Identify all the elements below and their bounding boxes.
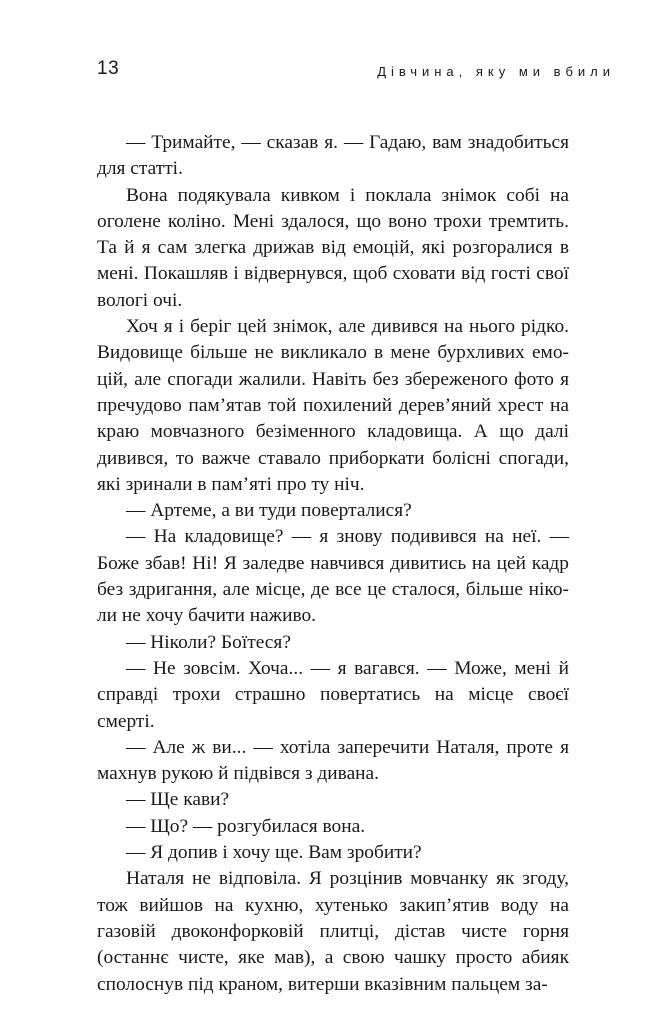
paragraph: — Ніколи? Боїтеся? [126, 631, 291, 653]
paragraph: Вона подякувала кивком і поклала знімок собі на оголене коліно. Мені здалося, що воно трохи тремтить. Та й я сам злегка дрижав від емоцій, які розгоралися в мені. Покашляв і відвернувся, щоб сховати від гості свої вологі очі. [97, 184, 569, 311]
paragraph: — Ще кави? [126, 789, 230, 811]
paragraph: — Що? — розгубилася вона. [126, 815, 366, 837]
paragraph: — Тримайте, — сказав я. — Гадаю, вам знадобиться для статті. [97, 132, 569, 180]
paragraph: Наталя не відповіла. Я розцінив мовчанку як згоду, тож вийшов на кухню, хутенько закип’ятив воду на газовій двоконфорковій плитці, дістав чисте горня (останнє чисте, яке мав), а свою чашку просто абияк сполоснув під краном, витерши вказівним пальцем за- [97, 868, 569, 995]
paragraph: — На кладовище? — я знову подивився на неї. — Боже збав! Ні! Я заледве навчився дивитись на цей кадр без здригання, але місце, де все це сталося, більше ніколи не хочу бачити наживо. [97, 526, 569, 627]
paragraph: Хоч я і беріг цей знімок, але дивився на нього рідко. Видовище більше не викликало в мене бурхливих емоцій, але спогади жалили. Навіть без збереженого фото я пречудово пам’ятав той похилений дерев’яний хрест на краю мовчазного безіменного кладовища. А що далі дивився, то важче ставало приборкати болісні спогади, які зринали в пам’яті про ту ніч. [97, 316, 569, 495]
page-number: 13 [97, 58, 120, 79]
running-title: Дівчина, яку ми вбили [377, 64, 615, 79]
page-header [97, 58, 615, 82]
paragraph: — Не зовсім. Хоча... — я вагався. — Може, мені й справді трохи страшно повертатись на місце своєї смерті. [97, 657, 569, 732]
body-text [97, 130, 569, 998]
paragraph: — Я допив і хочу ще. Вам зробити? [126, 842, 422, 864]
paragraph: — Артеме, а ви туди поверталися? [126, 500, 412, 522]
paragraph: — Але ж ви... — хотіла заперечити Наталя, проте я махнув рукою й підвівся з дивана. [97, 736, 569, 785]
